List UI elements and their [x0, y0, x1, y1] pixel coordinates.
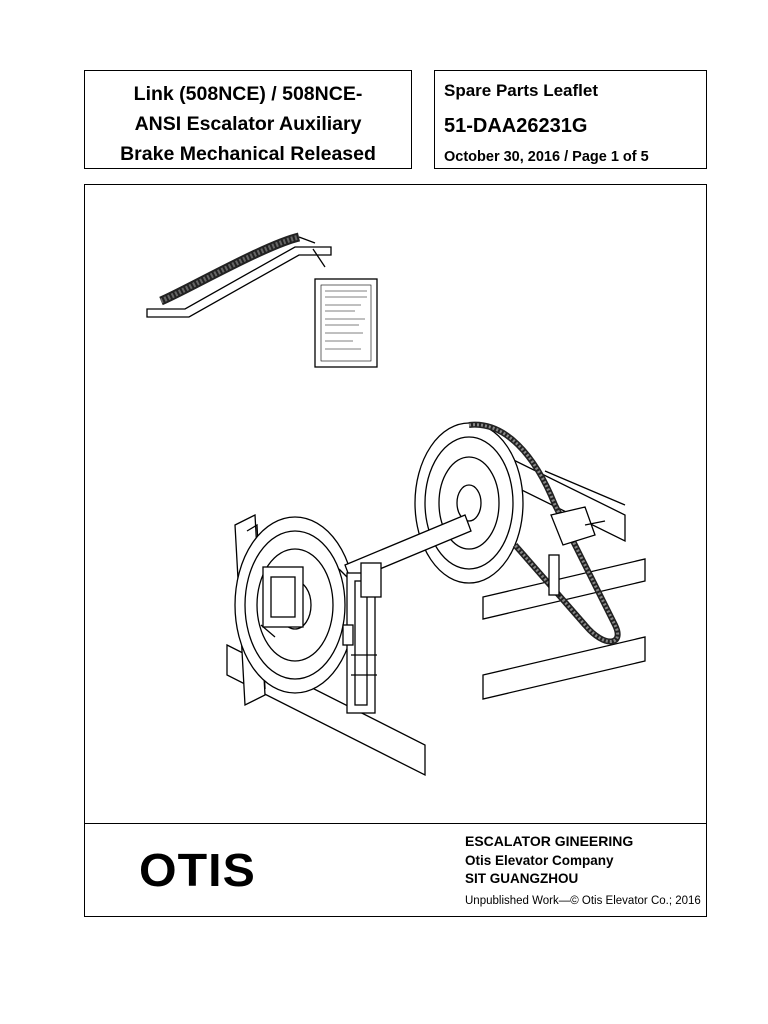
left-sprocket — [235, 517, 355, 693]
copyright-notice: Unpublished Work—© Otis Elevator Co.; 2016 — [465, 895, 701, 907]
escalator-icon — [147, 237, 331, 317]
site-name: SIT GUANGZHOU — [465, 871, 579, 886]
leaflet-sheet-icon — [315, 279, 377, 367]
leaflet-type: Spare Parts Leaflet — [444, 81, 599, 100]
figure-box — [84, 184, 707, 917]
document-number: 51-DAA26231G — [444, 115, 588, 137]
title-box — [84, 70, 412, 169]
company-name: Otis Elevator Company — [465, 853, 614, 868]
document-title: Link (508NCE) / 508NCE- ANSI Escalator Auxiliary Brake Mechanical Released — [120, 83, 376, 165]
figure-divider — [85, 823, 706, 824]
info-box — [434, 70, 707, 169]
department-name: ESCALATOR GINEERING — [465, 833, 634, 849]
date-page: October 30, 2016 / Page 1 of 5 — [444, 149, 649, 165]
right-sprocket — [415, 423, 523, 583]
otis-logo: OTIS — [139, 844, 256, 896]
brake-unit — [343, 563, 381, 713]
escalator-brake-illustration — [85, 185, 706, 821]
